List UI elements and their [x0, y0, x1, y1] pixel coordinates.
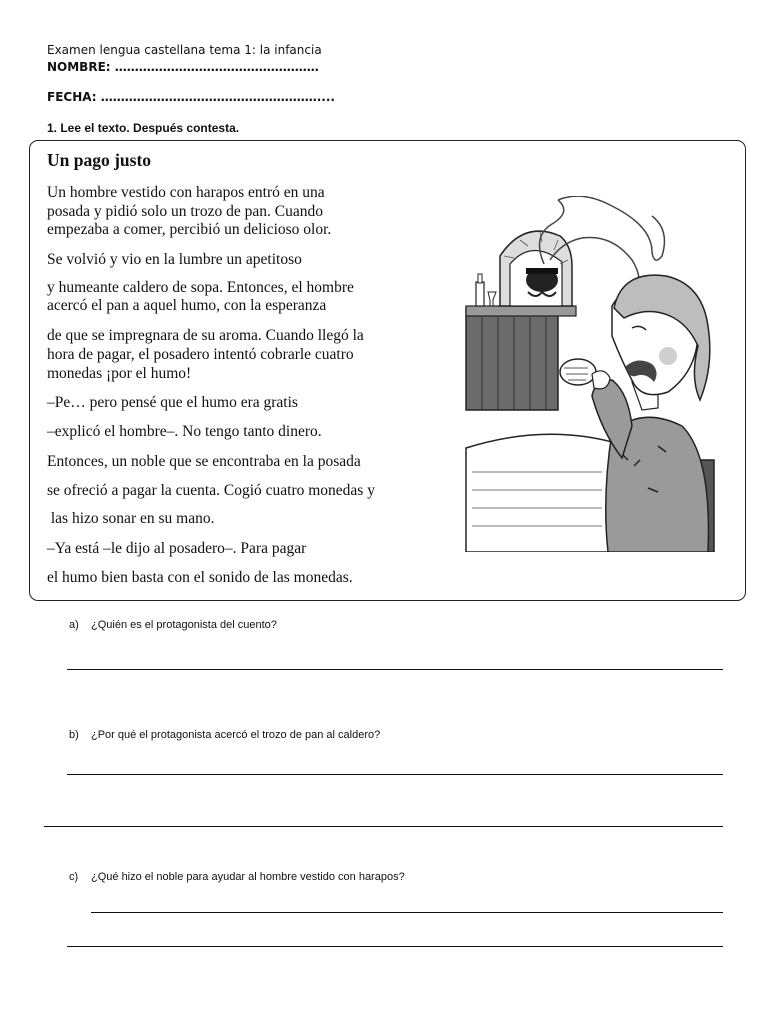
story-line: –Ya está –le dijo al posadero–. Para pagar [47, 540, 307, 557]
instruction: 1. Lee el texto. Después contesta. [47, 121, 240, 135]
story-line: y humeante caldero de sopa. Entonces, el hombre [47, 279, 354, 296]
answer-line-c2[interactable] [67, 946, 723, 947]
story-line: el humo bien basta con el sonido de las monedas. [47, 569, 353, 586]
answer-line-c1[interactable] [91, 912, 723, 913]
story-line: Un hombre vestido con harapos entró en una [47, 184, 325, 201]
story-line: Se volvió y vio en la lumbre un apetitoso [47, 251, 302, 268]
question-letter: a) [69, 619, 79, 631]
answer-line-b1[interactable] [67, 774, 723, 775]
date-field-label[interactable]: FECHA: ……………………………………………….... [47, 90, 335, 104]
story-line: –Pe… pero pensé que el humo era gratis [47, 394, 298, 411]
story-line: se ofreció a pagar la cuenta. Cogió cuatro monedas y [47, 482, 375, 499]
story-line: hora de pagar, el posadero intentó cobrarle cuatro [47, 346, 354, 363]
question-a [69, 619, 277, 631]
answer-line-b2[interactable] [44, 826, 723, 827]
story-line: de que se impregnara de su aroma. Cuando llegó la [47, 327, 364, 344]
question-b [69, 729, 380, 741]
exam-title: Examen lengua castellana tema 1: la infancia [47, 43, 322, 57]
story-line: monedas ¡por el humo! [47, 365, 192, 382]
story-line: posada y pidió solo un trozo de pan. Cuando [47, 203, 323, 220]
story-title: Un pago justo [47, 150, 152, 170]
question-text: ¿Quién es el protagonista del cuento? [91, 619, 277, 631]
question-c [69, 871, 405, 883]
answer-line-a1[interactable] [67, 669, 723, 670]
story-line: Entonces, un noble que se encontraba en la posada [47, 453, 361, 470]
question-letter: b) [69, 729, 79, 741]
story-line: –explicó el hombre–. No tengo tanto dinero. [47, 423, 322, 440]
man-smelling-soup-illustration [462, 196, 720, 552]
question-letter: c) [69, 871, 79, 883]
story-line: las hizo sonar en su mano. [47, 510, 215, 527]
question-text: ¿Por qué el protagonista acercó el trozo de pan al caldero? [91, 729, 381, 741]
question-text: ¿Qué hizo el noble para ayudar al hombre vestido con harapos? [91, 871, 405, 883]
name-field-label[interactable]: NOMBRE: …………………………………………… [47, 60, 319, 74]
story-line: empezaba a comer, percibió un delicioso olor. [47, 221, 332, 238]
story-line: acercó el pan a aquel humo, con la esperanza [47, 297, 327, 314]
